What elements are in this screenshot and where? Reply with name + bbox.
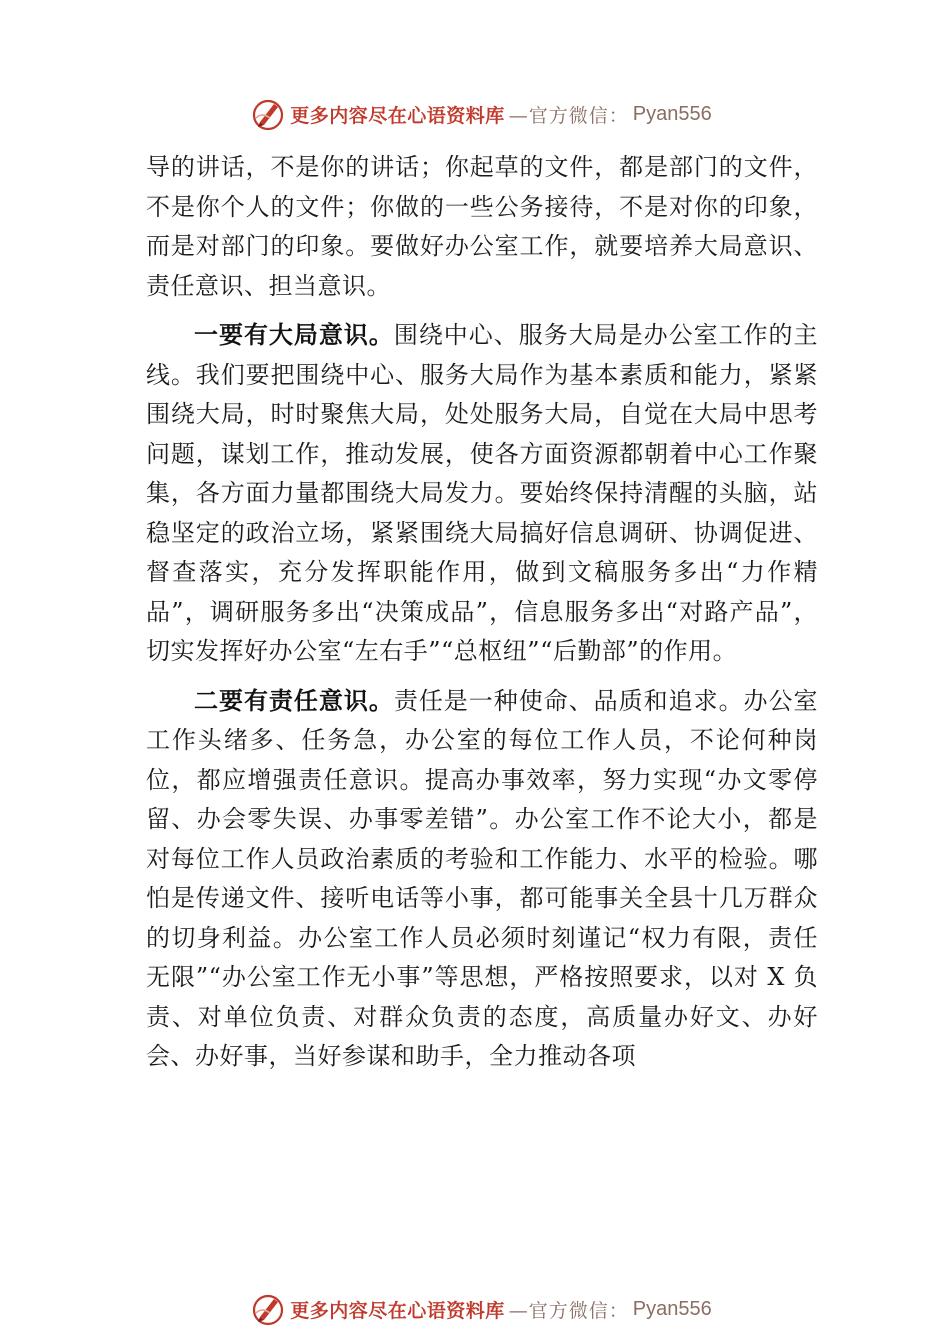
paragraph-text: 导的讲话，不是你的讲话；你起草的文件，都是部门的文件，不是你个人的文件；你做的一些公务接待，不是对你的印象，而是对部门的印象。要做好办公室工作，就要培养大局意识、责任意识、担当意识。 <box>146 153 818 300</box>
watermark-official-text: —官方微信： <box>508 104 629 127</box>
paragraph-responsibility-awareness <box>146 682 818 1077</box>
watermark-wechat-id: Pyan556 <box>632 102 712 125</box>
watermark-site-text: 更多内容尽在心语资料库 <box>290 104 505 127</box>
paragraph-overall-awareness <box>146 316 818 672</box>
paragraph-text: 责任是一种使命、品质和追求。办公室工作头绪多、任务急，办公室的每位工作人员，不论何种岗位，都应增强责任意识。提高办事效率，努力实现“办文零停留、办会零失误、办事零差错”。办公室工作不论大小，都是对每位工作人员政治素质的考验和工作能力、水平的检验。哪怕是传递文件、接听电话等小事，都可能事关全县十几万群众的切身利益。办公室工作人员必须时刻谨记“权力有限，责任无限”“办公室工作无小事”等思想，严格按照要求，以对 X 负责、对单位负责、对群众负责的态度，高质量办好文、办好会、办好事，当好参谋和助手，全力推动各项 <box>146 686 819 1070</box>
pen-logo-icon <box>250 1291 286 1327</box>
pen-logo-icon <box>250 96 286 132</box>
header-watermark <box>0 92 950 136</box>
watermark-site-text: 更多内容尽在心语资料库 <box>290 1299 505 1322</box>
paragraph-heading: 二要有责任意识。 <box>194 686 394 715</box>
paragraph-text: 围绕中心、服务大局是办公室工作的主线。我们要把围绕中心、服务大局作为基本素质和能力，紧紧围绕大局，时时聚焦大局，处处服务大局，自觉在大局中思考问题，谋划工作，推动发展，使各方面资源都朝着中心工作聚集，各方面力量都围绕大局发力。要始终保持清醒的头脑，站稳坚定的政治立场，紧紧围绕大局搞好信息调研、协调促进、督查落实，充分发挥职能作用，做到文稿服务多出“力作精品”，调研服务多出“决策成品”，信息服务多出“对路产品”，切实发挥好办公室“左右手”“总枢纽”“后勤部”的作用。 <box>146 321 819 665</box>
footer-watermark <box>0 1287 950 1331</box>
watermark-wechat-id: Pyan556 <box>632 1297 712 1320</box>
paragraph-continuation <box>146 148 818 306</box>
watermark-official-text: —官方微信： <box>508 1299 629 1322</box>
paragraph-heading: 一要有大局意识。 <box>194 321 394 349</box>
document-body <box>146 148 818 1087</box>
